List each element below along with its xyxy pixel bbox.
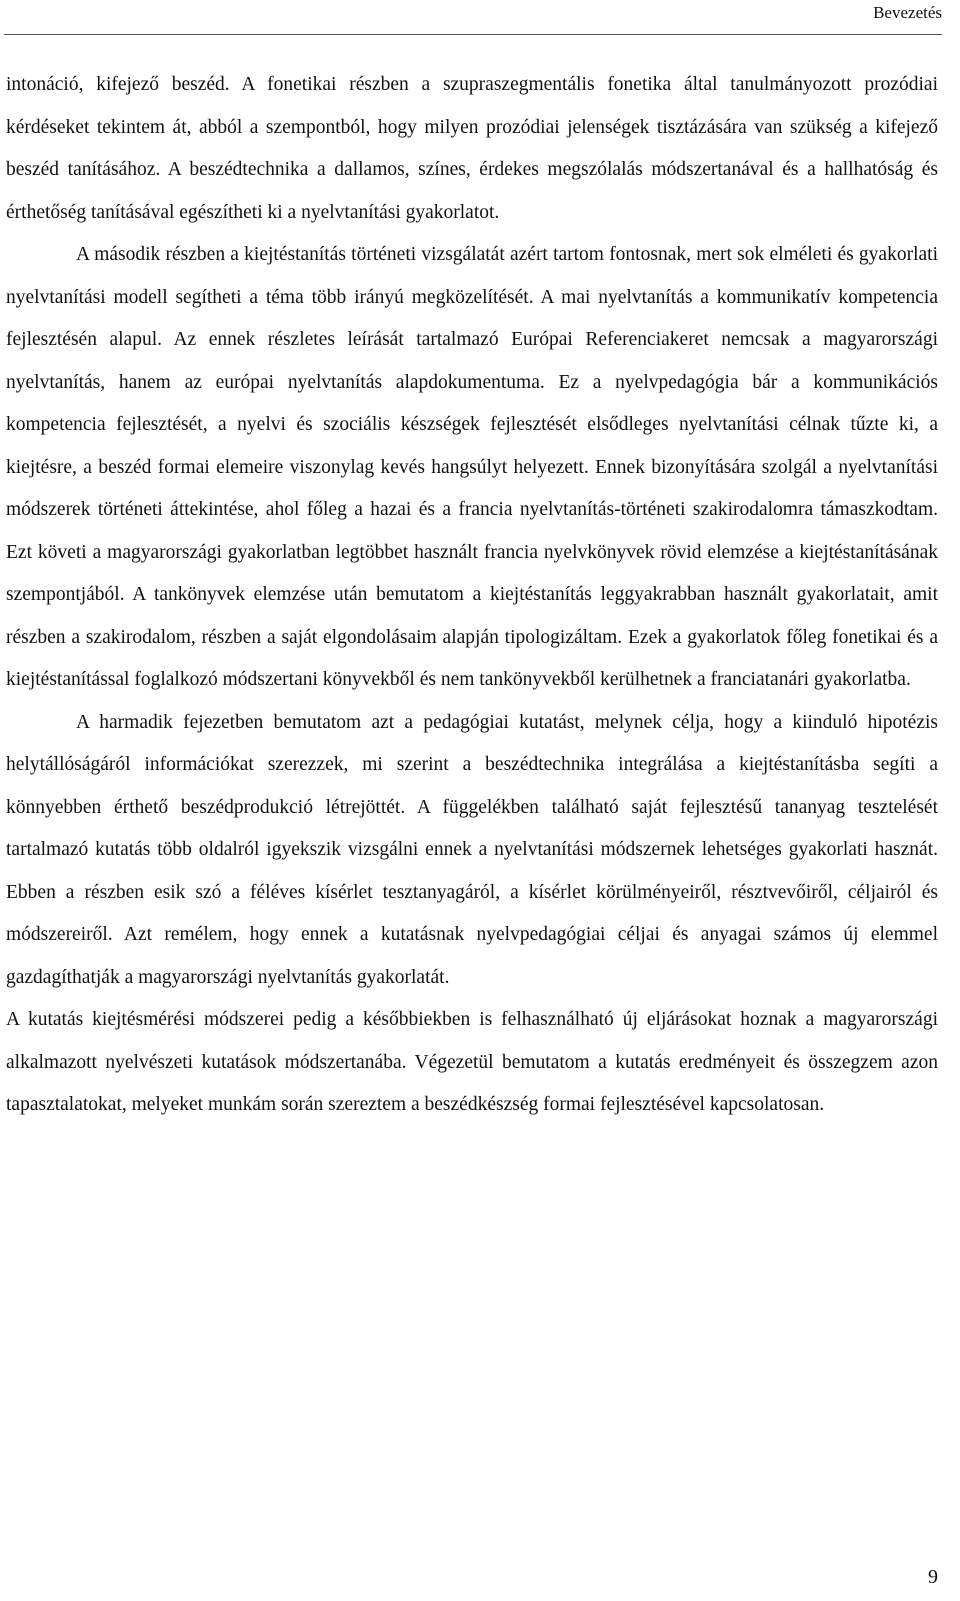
paragraph-measurement-methods: A kutatás kiejtésmérési módszerei pedig a későbbiekben is felhasználható új eljárásokat hoznak a magyarországi alkalmazott nyelvészeti kutatások módszertanába. Végezetül bemutatom a kutatás eredményeit és összegzem azon tapasztalatokat, melyeket munkám során szereztem a beszédkészség formai fejlesztésével kapcsolatosan.	[6, 1009, 938, 1115]
paragraph-continuation: intonáció, kifejező beszéd. A fonetikai részben a szupraszegmentális fonetika által tanulmányozott prozódiai kérdéseket tekintem át, abból a szempontból, hogy milyen prozódiai jelenségek tisztázására van szükség a kifejező beszéd tanításához. A beszédtechnika a dallamos, színes, érdekes megszólalás módszertanával és a hallhatóság és érthetőség tanításával egészítheti ki a nyelvtanítási gyakorlatot.	[6, 74, 938, 223]
paragraph-second-part: A második részben a kiejtéstanítás történeti vizsgálatát azért tartom fontosnak, mert sok elméleti és gyakorlati nyelvtanítási modell segítheti a téma több irányú megközelítését. A mai nyelvtanítás a kommunikatív kompetencia fejlesztésén alapul. Az ennek részletes leírását tartalmazó Európai Referenciakeret nemcsak a magyarországi nyelvtanítás, hanem az európai nyelvtanítás alapdokumentuma. Ez a nyelvpedagógia bár a kommunikációs kompetencia fejlesztését, a nyelvi és szociális készségek fejlesztését elsődleges nyelvtanítási célnak tűzte ki, a kiejtésre, a beszéd formai elemeire viszonylag kevés hangsúlyt helyezett. Ennek bizonyítására szolgál a nyelvtanítási módszerek történeti áttekintése, ahol főleg a hazai és a francia nyelvtanítás-történeti szakirodalomra támaszkodtam. Ezt követi a magyarországi gyakorlatban legtöbbet használt francia nyelvkönyvek rövid elemzése a kiejtéstanításának szempontjából. A tankönyvek elemzése után bemutatom a kiejtéstanítás leggyakrabban használt gyakorlatait, amit részben a szakirodalom, részben a saját elgondolásaim alapján tipologizáltam. Ezek a gyakorlatok főleg fonetikai és a kiejtéstanítással foglalkozó módszertani könyvekből és nem tankönyvekből kerülhetnek a franciatanári gyakorlatba.	[6, 244, 938, 690]
page-number: 9	[928, 1566, 938, 1588]
running-header-title: Bevezetés	[873, 3, 942, 22]
paragraph-third-chapter: A harmadik fejezetben bemutatom azt a pedagógiai kutatást, melynek célja, hogy a kiinduló hipotézis helytállóságáról információkat szerezzek, mi szerint a beszédtechnika integrálása a kiejtéstanításba segíti a könnyebben érthető beszédprodukció létrejöttét. A függelékben található saját fejlesztésű tananyag tesztelését tartalmazó kutatás több oldalról igyekszik vizsgálni ennek a nyelvtanítási módszernek lehetséges gyakorlati hasznát. Ebben a részben esik szó a féléves kísérlet tesztanyagáról, a kísérlet körülményeiről, résztvevőiről, céljairól és módszereiről. Azt remélem, hogy ennek a kutatásnak nyelvpedagógiai céljai és anyagai számos új elemmel gazdagíthatják a magyarországi nyelvtanítás gyakorlatát.	[6, 711, 938, 988]
body-text	[6, 64, 938, 1127]
header-divider	[4, 34, 942, 35]
